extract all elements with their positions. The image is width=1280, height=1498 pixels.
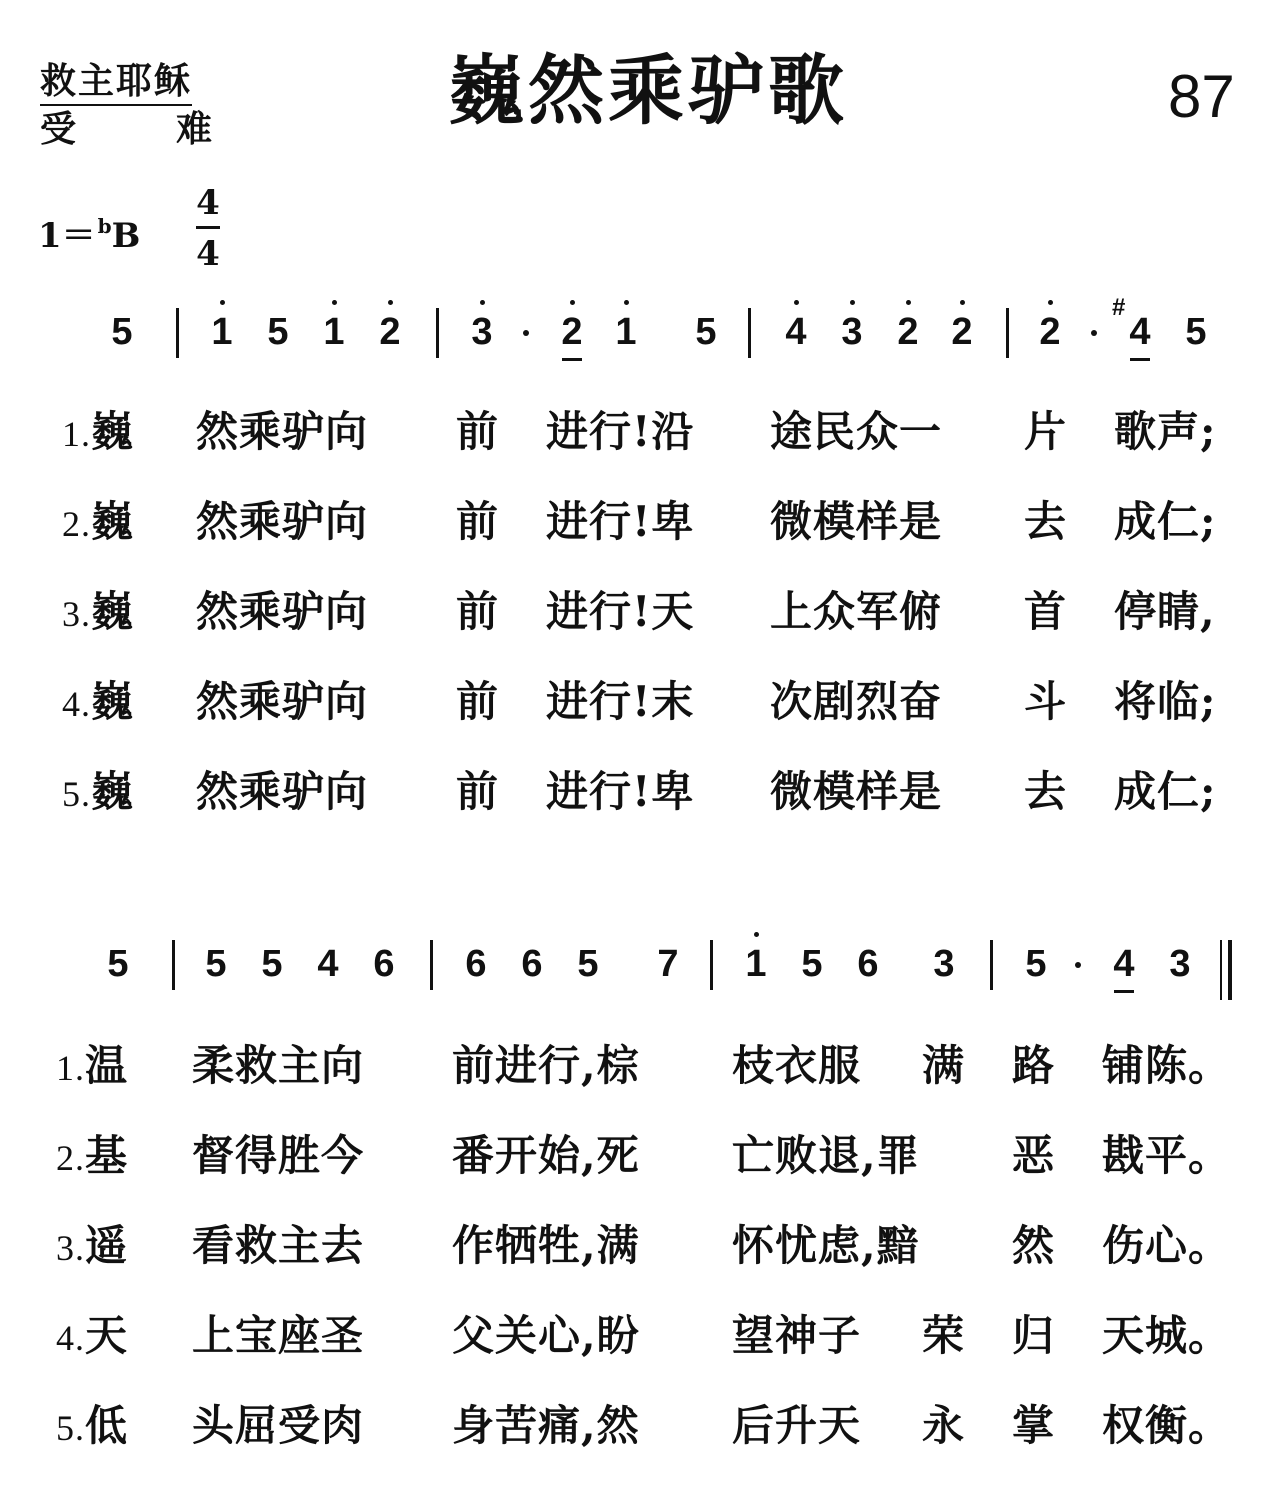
hymn-category-label: 救主耶稣 (40, 62, 192, 106)
verse-start: 2.基 (56, 1131, 129, 1180)
notation-line-1 (0, 296, 1280, 376)
lyric-segment: 掌 (1012, 1401, 1056, 1450)
lyric-segment: 怀忧虑,黯 (732, 1221, 920, 1270)
barline (710, 940, 713, 990)
lyric-segment: 前进行,棕 (452, 1041, 640, 1090)
augmentation-dot (1091, 330, 1097, 336)
lyric-segment: 恶 (1012, 1131, 1056, 1180)
lyric-segment: 前 (456, 497, 500, 546)
note: 6 (465, 943, 487, 985)
note: 5 (577, 943, 599, 985)
hymn-subcategory-label (40, 110, 212, 150)
note: 5 (695, 311, 717, 353)
augmentation-dot (1075, 962, 1081, 968)
lyric-segment: 前 (456, 767, 500, 816)
lyric-segment: 成仁; (1114, 497, 1217, 546)
lyric-segment: 次剧烈奋 (770, 677, 943, 726)
note: 5 (107, 943, 129, 985)
lyric-line (0, 1038, 1280, 1094)
lyric-segment: 成仁; (1114, 767, 1217, 816)
lyric-segment: 头屈受肉 (192, 1401, 365, 1450)
note: 2 (944, 310, 980, 354)
lyric-segment: 然 (1012, 1221, 1056, 1270)
verse-start: 5.低 (56, 1401, 129, 1450)
lyric-segment: 然乘驴向 (196, 767, 369, 816)
barline (748, 308, 751, 358)
lyric-segment: 作牺牲,满 (452, 1221, 640, 1270)
lyric-line (0, 494, 1280, 550)
note: 3 (834, 310, 870, 354)
barline (172, 940, 175, 990)
lyric-segment: 停睛, (1114, 587, 1216, 636)
final-barline-thick (1228, 940, 1232, 1000)
barline (436, 308, 439, 358)
page-number: 87 (1168, 63, 1235, 130)
lyric-segment: 首 (1024, 587, 1068, 636)
lyric-segment: 然乘驴向 (196, 497, 369, 546)
verse-number: 3. (56, 1228, 85, 1268)
barline (990, 940, 993, 990)
time-denominator: 4 (196, 234, 220, 274)
verse-start: 4.巍 (62, 677, 135, 726)
lyric-segment: 番开始,死 (452, 1131, 640, 1180)
note: 3 (464, 310, 500, 354)
lyric-segment: 柔救主向 (192, 1041, 365, 1090)
lyric-segment: 永 (922, 1401, 966, 1450)
lyric-segment: 归 (1012, 1311, 1056, 1360)
lyric-segment: 荣 (922, 1311, 966, 1360)
final-barline-thin (1220, 940, 1222, 1000)
lyric-segment: 上宝座圣 (192, 1311, 365, 1360)
augmentation-dot (523, 330, 529, 336)
lyric-segment: 前 (456, 677, 500, 726)
lyric-line (0, 404, 1280, 460)
lyric-segment: 去 (1024, 767, 1068, 816)
lyric-segment: 进行!末 (546, 677, 695, 726)
key-note: B (111, 216, 141, 256)
lyric-segment: 进行!卑 (546, 497, 695, 546)
note: 4 (778, 310, 814, 354)
verse-number: 2. (62, 504, 91, 544)
verse-number: 5. (56, 1408, 85, 1448)
verse-start: 2.巍 (62, 497, 135, 546)
verse-start: 3.巍 (62, 587, 135, 636)
lyric-segment: 去 (1024, 497, 1068, 546)
note: # 4 (1122, 310, 1158, 354)
lyric-segment: 后升天 (732, 1401, 862, 1450)
time-fraction-bar (196, 226, 220, 229)
lyric-segment: 微模样是 (770, 497, 943, 546)
lyric-segment: 父关心,盼 (452, 1311, 640, 1360)
lyric-segment: 片 (1024, 407, 1068, 456)
lyric-segment: 途民众一 (770, 407, 943, 456)
note: 5 (205, 943, 227, 985)
key-signature (38, 206, 140, 256)
lyric-segment: 望神子 (732, 1311, 862, 1360)
note: 2 (1032, 310, 1068, 354)
note: 3 (1169, 943, 1191, 985)
lyric-segment: 上众军俯 (770, 587, 943, 636)
note: 2 (554, 310, 590, 354)
flat-sign: b (97, 214, 112, 238)
sharp-sign: # (1112, 294, 1126, 321)
lyric-segment: 看救主去 (192, 1221, 365, 1270)
verse-number: 4. (62, 684, 91, 724)
lyric-line (0, 1218, 1280, 1274)
verse-number: 3. (62, 594, 91, 634)
subcategory-char-1: 受 (40, 109, 77, 150)
note: 4 (1106, 942, 1142, 986)
lyric-segment: 铺陈。 (1102, 1041, 1232, 1090)
lyric-segment: 督得胜今 (192, 1131, 365, 1180)
verse-number: 4. (56, 1318, 85, 1358)
time-numerator: 4 (196, 183, 220, 223)
lyric-segment: 权衡。 (1102, 1401, 1232, 1450)
note: 6 (373, 943, 395, 985)
subcategory-char-2: 难 (175, 109, 212, 150)
verse-number: 5. (62, 774, 91, 814)
lyric-segment: 路 (1012, 1041, 1056, 1090)
lyric-line (0, 764, 1280, 820)
lyric-segment: 然乘驴向 (196, 677, 369, 726)
lyric-segment: 将临; (1114, 677, 1217, 726)
note: 3 (933, 943, 955, 985)
lyric-segment: 亡败退,罪 (732, 1131, 920, 1180)
note: 4 (317, 943, 339, 985)
lyric-segment: 前 (456, 407, 500, 456)
lyric-segment: 进行!沿 (546, 407, 695, 456)
note: 6 (521, 943, 543, 985)
lyric-segment: 斗 (1024, 677, 1068, 726)
lyric-segment: 伤心。 (1102, 1221, 1232, 1270)
barline (1006, 308, 1009, 358)
lyric-segment: 进行!天 (546, 587, 695, 636)
key-label: 1＝ (38, 216, 96, 256)
lyric-segment: 枝衣服 (732, 1041, 862, 1090)
verse-number: 2. (56, 1138, 85, 1178)
lyric-line (0, 1398, 1280, 1454)
verse-start: 3.遥 (56, 1221, 129, 1270)
note: 5 (111, 311, 133, 353)
verse-number: 1. (62, 414, 91, 454)
lyric-segment: 然乘驴向 (196, 407, 369, 456)
barline (176, 308, 179, 358)
lyric-segment: 天城。 (1102, 1311, 1232, 1360)
lyric-line (0, 1128, 1280, 1184)
note: 7 (657, 943, 679, 985)
note: 1 (316, 310, 352, 354)
note: 5 (1025, 943, 1047, 985)
lyric-segment: 戡平。 (1102, 1131, 1232, 1180)
notation-line-2 (0, 928, 1280, 1008)
lyric-segment: 身苦痛,然 (452, 1401, 640, 1450)
note: 2 (890, 310, 926, 354)
lyric-segment: 满 (922, 1041, 966, 1090)
note: 5 (261, 943, 283, 985)
lyric-segment: 歌声; (1114, 407, 1217, 456)
note: 5 (267, 311, 289, 353)
lyric-line (0, 1308, 1280, 1364)
lyric-segment: 前 (456, 587, 500, 636)
time-signature (196, 183, 220, 274)
barline (430, 940, 433, 990)
note: 1 (608, 310, 644, 354)
note: 5 (1185, 311, 1207, 353)
lyric-line (0, 674, 1280, 730)
verse-start: 1.温 (56, 1041, 129, 1090)
note: 6 (857, 943, 879, 985)
note: 2 (372, 310, 408, 354)
lyric-segment: 然乘驴向 (196, 587, 369, 636)
verse-start: 4.天 (56, 1311, 129, 1360)
note: 5 (801, 943, 823, 985)
verse-start: 1.巍 (62, 407, 135, 456)
lyric-line (0, 584, 1280, 640)
verse-number: 1. (56, 1048, 85, 1088)
lyric-segment: 微模样是 (770, 767, 943, 816)
verse-start: 5.巍 (62, 767, 135, 816)
hymn-title: 巍然乘驴歌 (448, 46, 848, 135)
lyric-segment: 进行!卑 (546, 767, 695, 816)
note: 1 (738, 942, 774, 986)
note: 1 (204, 310, 240, 354)
